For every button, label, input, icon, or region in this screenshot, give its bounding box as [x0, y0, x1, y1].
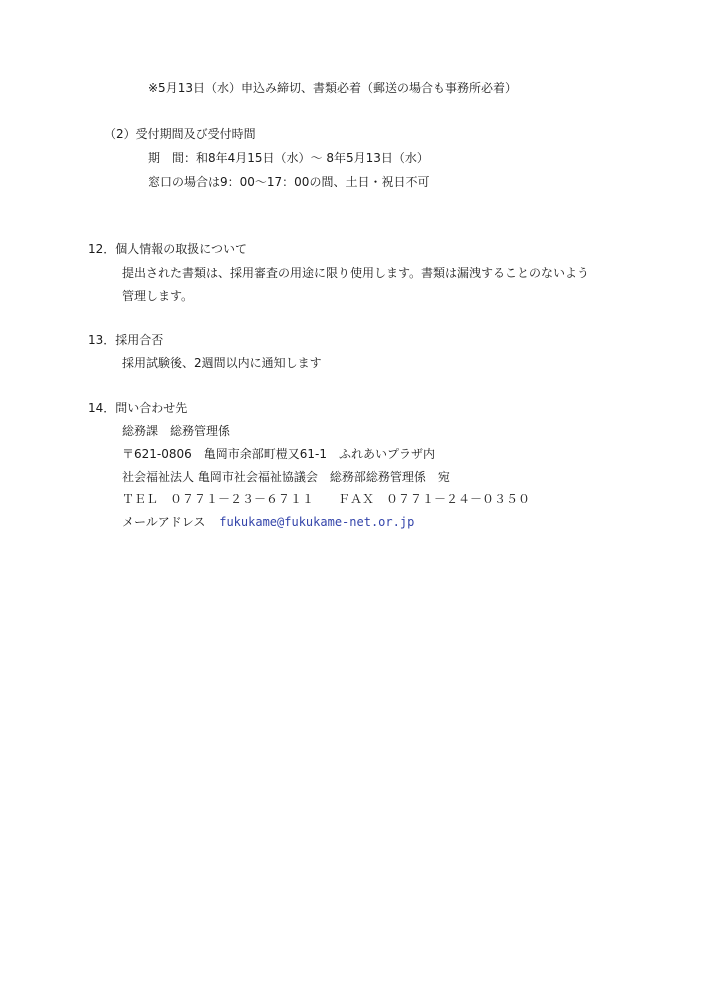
period-dates: 期 間：和8年4月15日（水）～ 8年5月13日（水）	[148, 151, 429, 165]
section-12-body-line-2: 管理します。	[122, 289, 194, 303]
contact-address: 〒621-0806 亀岡市余部町榿又61-1 ふれあいプラザ内	[122, 447, 436, 461]
contact-dept: 総務課 総務管理係	[122, 424, 231, 438]
deadline-note: ※5月13日（水）申込み締切、書類必着（郵送の場合も事務所必着）	[148, 81, 517, 95]
email-label: メールアドレス	[122, 515, 206, 529]
email-address: fukukame@fukukame-net.or.jp	[219, 515, 415, 529]
section-14-title: 14．問い合わせ先	[88, 401, 188, 415]
window-hours: 窓口の場合は9：00～17：00の間、土日・祝日不可	[148, 175, 430, 189]
section-12-body-line-1: 提出された書類は、採用審査の用途に限り使用します。書類は漏洩することのないよう	[122, 266, 590, 280]
contact-phone-fax: ＴＥＬ ０７７１－２３－６７１１ ＦＡＸ ０７７１－２４－０３５０	[122, 492, 531, 506]
section-13-title: 13．採用合否	[88, 333, 164, 347]
contact-email-row	[122, 515, 414, 529]
period-heading: （2）受付期間及び受付時間	[104, 127, 256, 141]
contact-org: 社会福祉法人 亀岡市社会福祉協議会 総務部総務管理係 宛	[122, 470, 450, 484]
section-12-title: 12．個人情報の取扱について	[88, 242, 248, 256]
section-13-body: 採用試験後、2週間以内に通知します	[122, 356, 322, 370]
